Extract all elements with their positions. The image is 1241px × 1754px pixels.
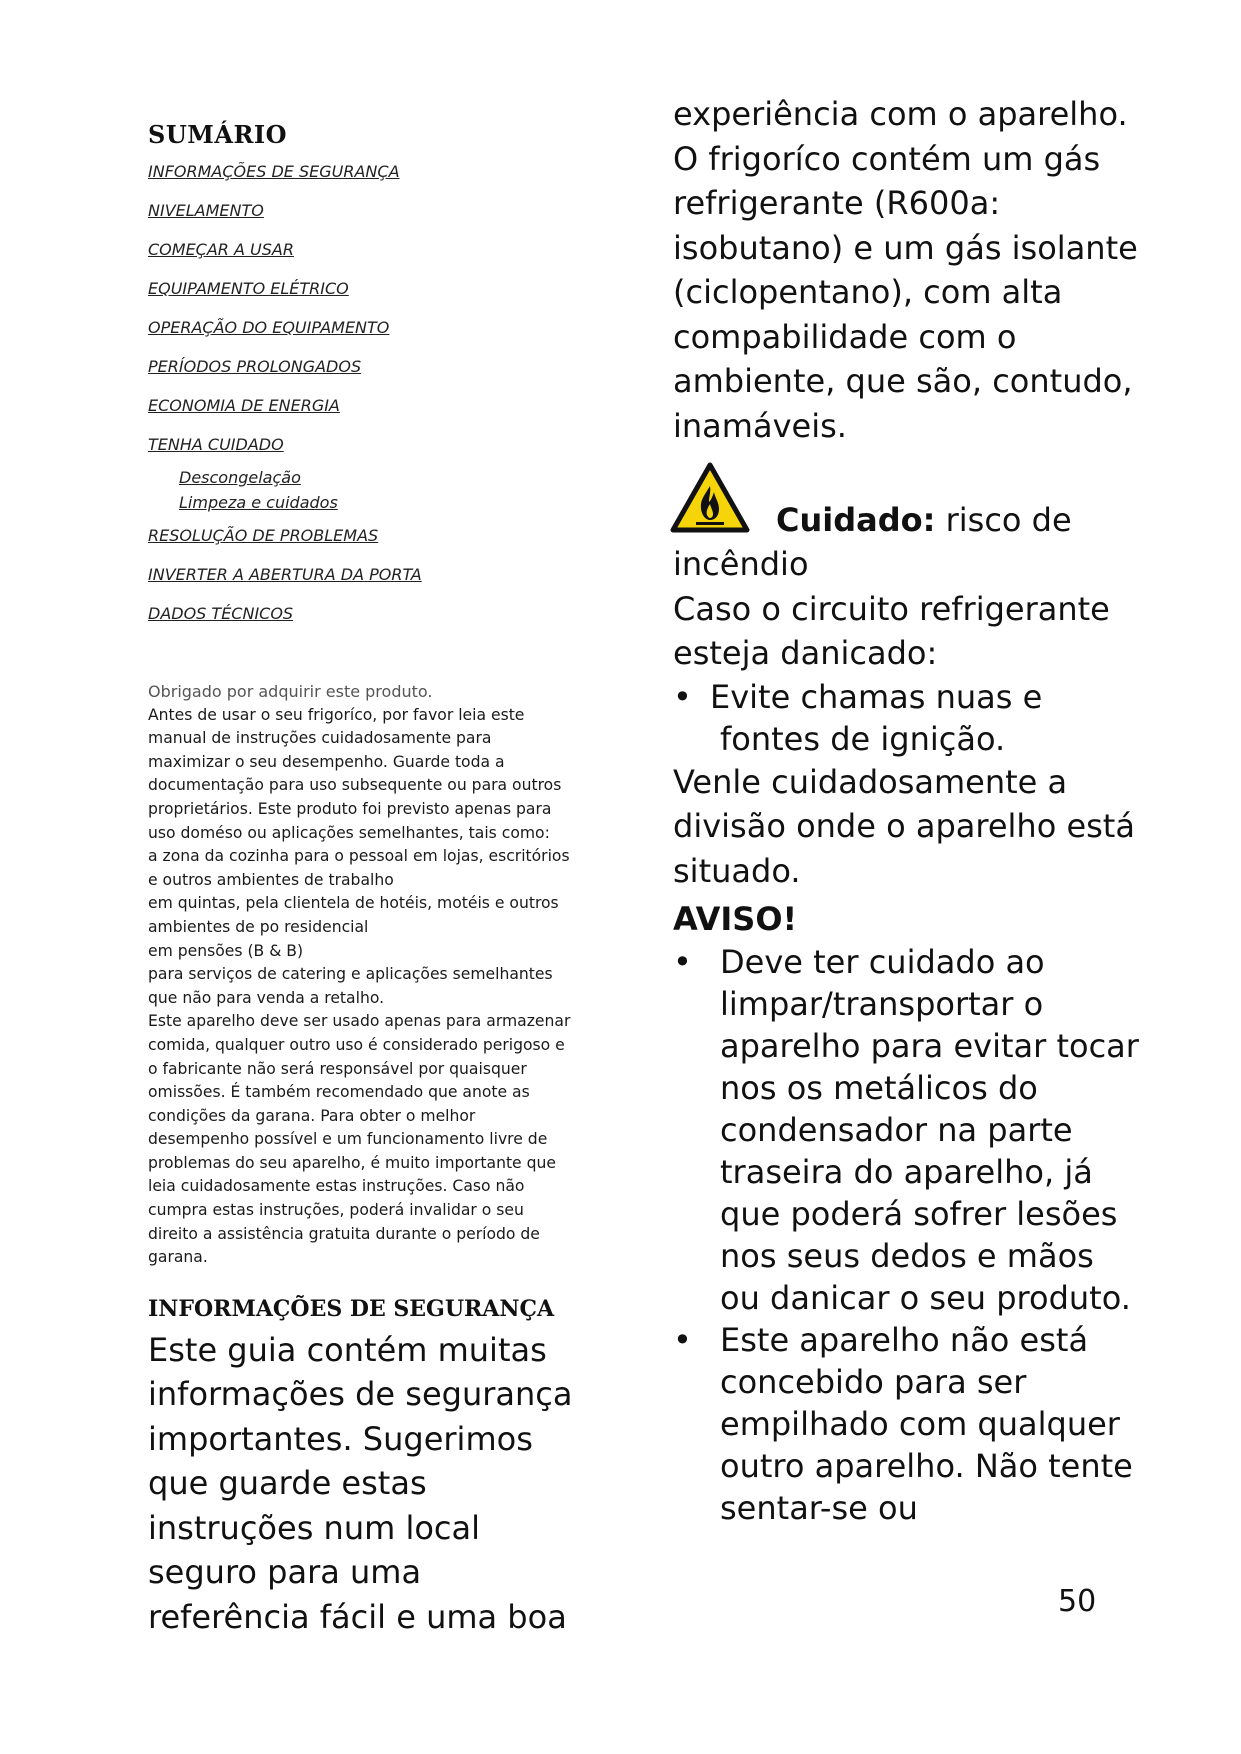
bullet-stack-text: Este aparelho não está concebido para ser empilhado com qualquer outro aparelho. Não tente sentar-se ou	[720, 1321, 1133, 1527]
toc-link-long-periods[interactable]: PERÍODOS PROLONGADOS	[148, 357, 362, 376]
bullet-flames-line1: • Evite chamas nuas e	[710, 677, 1043, 716]
toc-link-cleaning[interactable]: Limpeza e cuidados	[179, 493, 338, 512]
left-column	[148, 110, 578, 1639]
continued-text: experiência com o aparelho.	[673, 95, 1128, 133]
toc-link-energy-saving[interactable]: ECONOMIA DE ENERGIA	[148, 396, 340, 415]
caution-label	[776, 498, 1072, 543]
toc-link-reverse-door[interactable]: INVERTER A ABERTURA DA PORTA	[148, 565, 422, 584]
intro-paragraph: a zona da cozinha para o pessoal em lojas, escritórios e outros ambientes de trabalho	[148, 847, 570, 889]
bullet-flames	[673, 676, 1143, 760]
ventilate-text: Venle cuidadosamente a divisão onde o aparelho está situado.	[673, 762, 1135, 890]
intro-paragraph: em pensões (B & B)	[148, 941, 304, 960]
bullet-care	[673, 941, 1143, 1319]
caution-text: risco de	[935, 501, 1072, 539]
bullet-stack	[673, 1319, 1143, 1529]
toc-link-technical-data[interactable]: DADOS TÉCNICOS	[148, 604, 294, 623]
toc-link-electrical[interactable]: EQUIPAMENTO ELÉTRICO	[148, 279, 349, 298]
bullet-care-text: Deve ter cuidado ao limpar/transportar o aparelho para evitar tocar nos os metálicos do condensador na parte traseira do aparelho, já que poderá sofrer lesões nos seus dedos e mãos ou danicar o seu produto.	[720, 943, 1139, 1317]
toc-link-getting-started[interactable]: COMEÇAR A USAR	[148, 240, 294, 259]
toc-link-troubleshooting[interactable]: RESOLUÇÃO DE PROBLEMAS	[148, 526, 379, 545]
right-column	[673, 92, 1143, 1529]
toc-link-operation[interactable]: OPERAÇÃO DO EQUIPAMENTO	[148, 318, 390, 337]
flammable-warning-icon	[670, 462, 750, 534]
intro-paragraph: Antes de usar o seu frigoríco, por favor leia este manual de instruções cuidadosamente para maximizar o seu desempenho. Guarde toda a documentação para uso subsequente ou para outros proprietários. Este produto foi previsto apenas para uso doméso ou aplicações semelhantes, tais como:	[148, 705, 562, 842]
caution-strong: Cuidado:	[776, 501, 936, 539]
intro-paragraph: Este aparelho deve ser usado apenas para armazenar comida, qualquer outro uso é considerado perigoso e o fabricante não será responsável por quaisquer omissões. É também recomendado que anote as condições da garana. Para obter o melhor desempenho possível e um funcionamento livre de problemas do seu aparelho, é muito importante que leia cuidadosamente estas instruções. Caso não cumpra estas instruções, poderá invalidar o seu direito a assistência gratuita durante o período de garana.	[148, 1012, 571, 1267]
bullet-flames-line2: fontes de ignição.	[720, 719, 1006, 758]
aviso-heading: AVISO!	[673, 900, 798, 938]
table-of-contents	[148, 163, 578, 644]
intro-paragraph: para serviços de catering e aplicações semelhantes que não para venda a retalho.	[148, 965, 553, 1007]
toc-link-take-care[interactable]: TENHA CUIDADO	[148, 435, 284, 454]
toc-link-safety[interactable]: INFORMAÇÕES DE SEGURANÇA	[148, 162, 400, 181]
intro-paragraph: em quintas, pela clientela de hotéis, motéis e outros ambientes de po residencial	[148, 894, 559, 936]
caution-continuation: incêndio	[673, 545, 809, 583]
toc-link-leveling[interactable]: NIVELAMENTO	[148, 201, 264, 220]
safety-body: Este guia contém muitas informações de segurança importantes. Sugerimos que guarde estas instruções num local seguro para uma referência fácil e uma boa	[148, 1330, 573, 1636]
toc-link-defrosting[interactable]: Descongelação	[179, 468, 301, 487]
toc-title: SUMÁRIO	[148, 120, 288, 149]
page-number: 50	[1058, 1584, 1097, 1619]
caution-row	[673, 462, 1143, 542]
intro-text	[148, 680, 578, 1270]
thanks-line: Obrigado por adquirir este produto.	[148, 682, 433, 701]
circuit-text: Caso o circuito refrigerante esteja danicado:	[673, 589, 1110, 672]
gas-info-text: O frigoríco contém um gás refrigerante (R600a: isobutano) e um gás isolante (ciclopentano), com alta compabilidade com o ambiente, que são, contudo, inamáveis.	[673, 139, 1138, 445]
safety-heading: INFORMAÇÕES DE SEGURANÇA	[148, 1295, 555, 1322]
